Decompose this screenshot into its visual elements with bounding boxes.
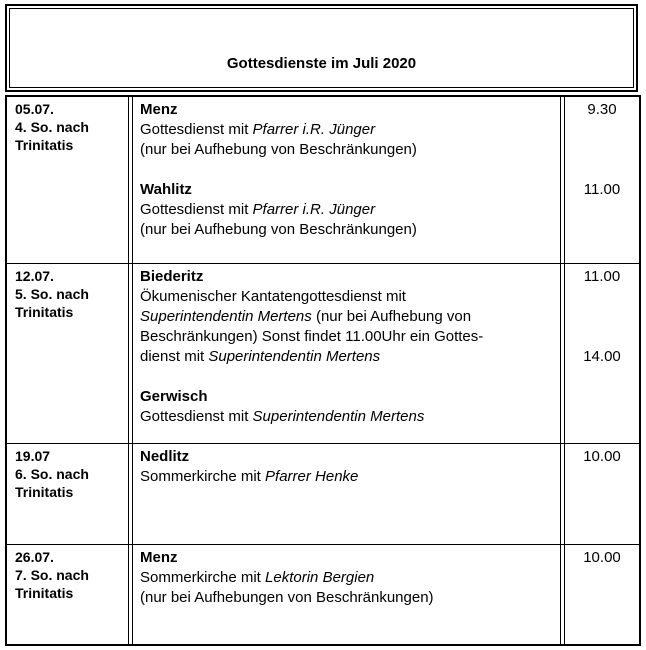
service-note bbox=[140, 140, 555, 160]
service-time: 10.00 bbox=[583, 448, 621, 465]
date: 05.07. bbox=[15, 101, 54, 117]
column-divider bbox=[564, 444, 565, 545]
schedule-table bbox=[5, 95, 641, 646]
column-divider bbox=[564, 264, 565, 444]
service-text: Sommerkirche mit bbox=[140, 569, 266, 586]
column-divider bbox=[564, 545, 565, 645]
note-text: nur bei Aufhebung von Beschränkungen) bbox=[145, 141, 417, 158]
service-note: (nur bei Aufhebungen von Beschränkungen) bbox=[140, 589, 434, 606]
table-row bbox=[7, 97, 639, 263]
service-time: 10.00 bbox=[583, 549, 621, 566]
service-time: 9.30 bbox=[587, 101, 617, 118]
sunday-name: 5. So. nach bbox=[15, 286, 89, 302]
service-line: Ökumenischer Kantatengottesdienst mit bbox=[140, 288, 406, 305]
sunday-name-cont: Trinitatis bbox=[15, 137, 74, 153]
note-text: (nur bei Aufhebung von bbox=[311, 308, 472, 325]
service-time: 11.00 bbox=[583, 268, 621, 285]
pastor-name: Superintendentin Mertens bbox=[208, 348, 381, 365]
service-time: 14.00 bbox=[583, 348, 621, 365]
pastor-name: Pfarrer i.R. Jünger bbox=[252, 121, 376, 138]
date-cell bbox=[15, 267, 125, 321]
table-row bbox=[7, 544, 639, 645]
service-line bbox=[140, 347, 555, 367]
sunday-name: 4. So. nach bbox=[15, 119, 89, 135]
date-cell bbox=[15, 100, 125, 154]
service-text: Gottesdienst mit bbox=[140, 408, 253, 425]
description-cell bbox=[140, 267, 555, 427]
service-line bbox=[140, 307, 555, 327]
column-divider bbox=[132, 444, 133, 545]
column-divider bbox=[128, 444, 129, 545]
column-divider bbox=[132, 264, 133, 444]
place-name: Menz bbox=[140, 549, 178, 566]
pastor-name: Superintendentin Mertens bbox=[252, 408, 425, 425]
column-divider bbox=[560, 264, 561, 444]
description-cell bbox=[140, 548, 555, 608]
sunday-name-cont: Trinitatis bbox=[15, 484, 74, 500]
service-text: Sommerkirche mit bbox=[140, 468, 266, 485]
note-text: ( bbox=[140, 141, 145, 158]
description-cell bbox=[140, 100, 555, 240]
pastor-name: Lektorin Bergien bbox=[265, 569, 375, 586]
service-line bbox=[140, 407, 555, 427]
pastor-name: Pfarrer i.R. Jünger bbox=[252, 201, 376, 218]
title-box bbox=[5, 4, 638, 92]
service-line bbox=[140, 568, 555, 588]
service-note: Beschränkungen) Sonst findet 11.00Uhr ein Gottes- bbox=[140, 328, 484, 345]
column-divider bbox=[132, 545, 133, 645]
sunday-name-cont: Trinitatis bbox=[15, 585, 74, 601]
column-divider bbox=[128, 545, 129, 645]
column-divider bbox=[132, 97, 133, 263]
service-text: Gottesdienst mit bbox=[140, 201, 253, 218]
column-divider bbox=[564, 97, 565, 263]
date: 12.07. bbox=[15, 268, 54, 284]
service-line bbox=[140, 120, 555, 140]
description-cell bbox=[140, 447, 555, 487]
column-divider bbox=[560, 97, 561, 263]
place-name: Gerwisch bbox=[140, 388, 208, 405]
place-name: Nedlitz bbox=[140, 448, 190, 465]
date: 19.07 bbox=[15, 448, 51, 464]
table-row bbox=[7, 443, 639, 545]
sunday-name: 7. So. nach bbox=[15, 567, 89, 583]
pastor-name: Pfarrer Henke bbox=[265, 468, 359, 485]
service-time: 11.00 bbox=[583, 181, 621, 198]
place-name: Wahlitz bbox=[140, 181, 192, 198]
service-text: Gottesdienst mit bbox=[140, 121, 253, 138]
table-row bbox=[7, 263, 639, 444]
service-text: dienst mit bbox=[140, 348, 209, 365]
date-cell bbox=[15, 447, 125, 501]
service-line bbox=[140, 467, 555, 487]
service-line bbox=[140, 200, 555, 220]
column-divider bbox=[128, 97, 129, 263]
column-divider bbox=[560, 545, 561, 645]
place-name: Menz bbox=[140, 101, 178, 118]
column-divider bbox=[560, 444, 561, 545]
pastor-name: Superintendentin Mertens bbox=[140, 308, 312, 325]
date-cell bbox=[15, 548, 125, 602]
place-name: Biederitz bbox=[140, 268, 204, 285]
page-title: Gottesdienste im Juli 2020 bbox=[226, 55, 417, 72]
sunday-name-cont: Trinitatis bbox=[15, 304, 74, 320]
service-note: (nur bei Aufhebung von Beschränkungen) bbox=[140, 221, 417, 238]
column-divider bbox=[128, 264, 129, 444]
date: 26.07. bbox=[15, 549, 54, 565]
sunday-name: 6. So. nach bbox=[15, 466, 89, 482]
